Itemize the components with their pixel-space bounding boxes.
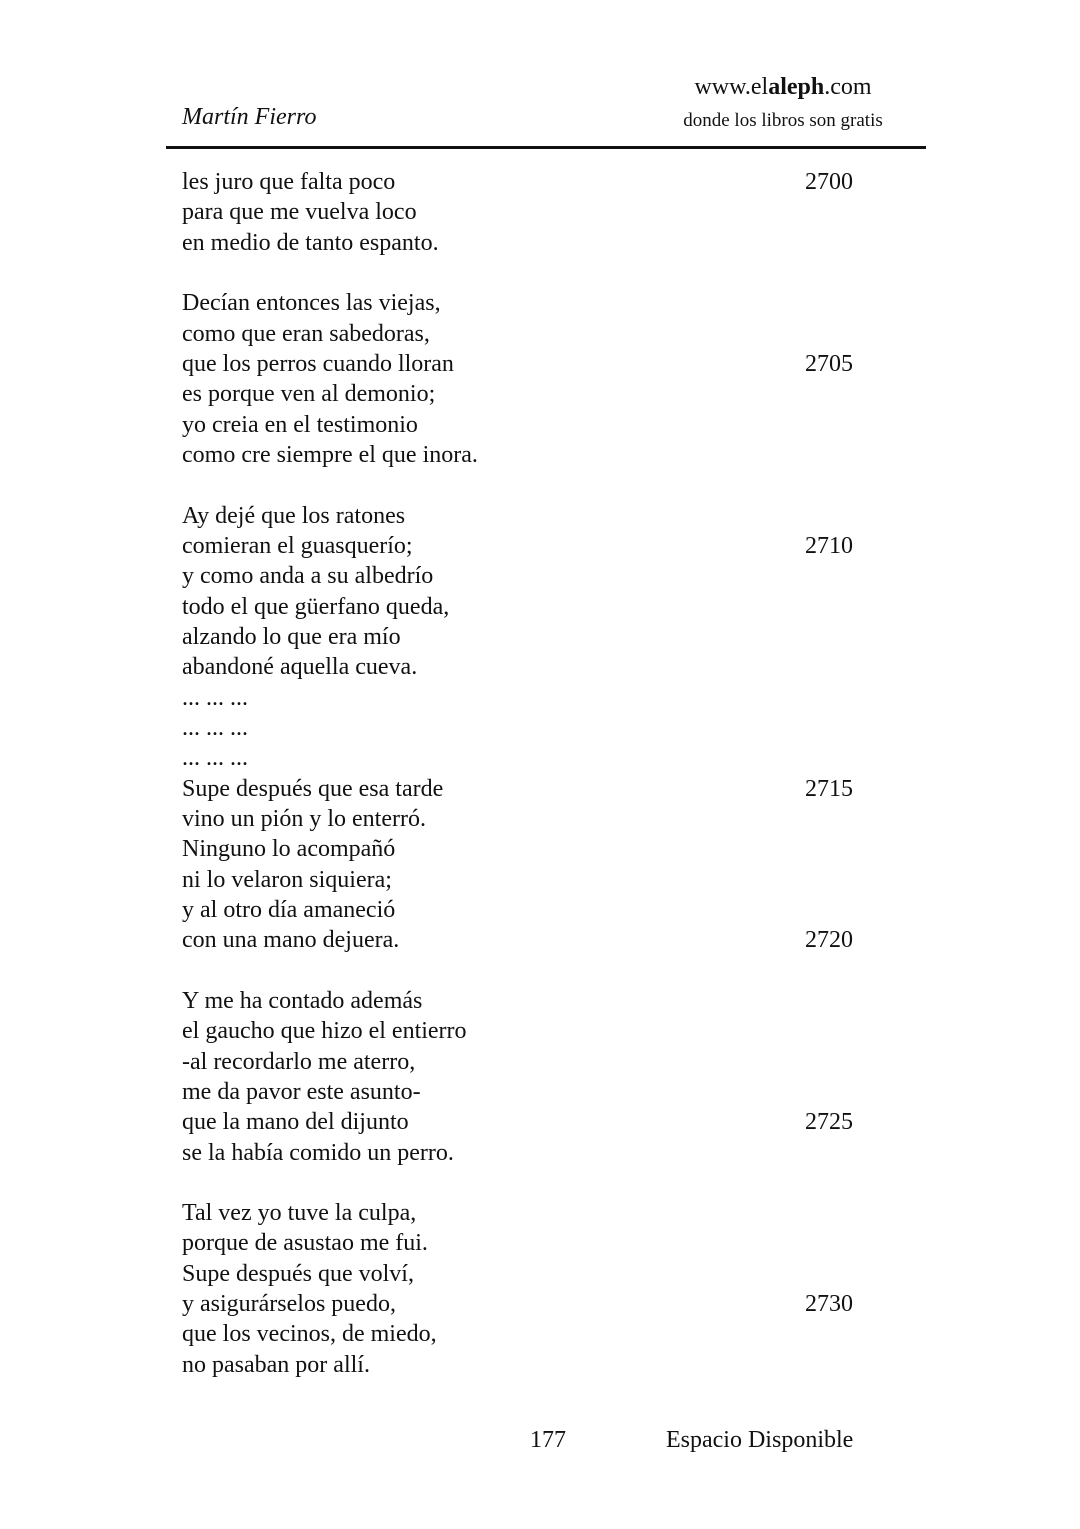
verse-text: todo el que güerfano queda, bbox=[182, 593, 450, 620]
verse-line bbox=[182, 319, 882, 349]
verse-line bbox=[182, 1107, 882, 1137]
verse-text: comieran el guasquerío; bbox=[182, 532, 413, 559]
verse-line bbox=[182, 1319, 882, 1349]
verse-line bbox=[182, 895, 882, 925]
verse-line bbox=[182, 683, 882, 713]
line-number: 2730 bbox=[805, 1291, 853, 1318]
verse-text: como cre siempre el que inora. bbox=[182, 441, 478, 468]
verse-text: y asigurárselos puedo, bbox=[182, 1291, 396, 1318]
verse-line bbox=[182, 1047, 882, 1077]
verse-line bbox=[182, 834, 882, 864]
verse-text: y como anda a su albedrío bbox=[182, 563, 434, 590]
verse-line bbox=[182, 804, 882, 834]
verse-text: Supe después que volví, bbox=[182, 1260, 414, 1287]
site-tagline: donde los libros son gratis bbox=[683, 110, 883, 131]
line-number: 2705 bbox=[805, 350, 853, 377]
verse-text: es porque ven al demonio; bbox=[182, 381, 436, 408]
verse-text: no pasaban por allí. bbox=[182, 1351, 370, 1378]
verse-line bbox=[182, 197, 882, 227]
verse-line bbox=[182, 440, 882, 470]
verse-line bbox=[182, 561, 882, 591]
verse-line bbox=[182, 288, 882, 318]
stanza-break bbox=[182, 258, 882, 288]
verse-line bbox=[182, 1289, 882, 1319]
verse-line bbox=[182, 1259, 882, 1289]
verse-line bbox=[182, 713, 882, 743]
verse-text: Ninguno lo acompañó bbox=[182, 836, 396, 863]
verse-line bbox=[182, 1016, 882, 1046]
line-number: 2715 bbox=[805, 775, 853, 802]
verse-line bbox=[182, 1138, 882, 1168]
verse-text: -al recordarlo me aterro, bbox=[182, 1048, 416, 1075]
verse-text: vino un pión y lo enterró. bbox=[182, 805, 426, 832]
line-number: 2710 bbox=[805, 532, 853, 559]
line-number: 2700 bbox=[805, 169, 853, 195]
verse-text: Supe después que esa tarde bbox=[182, 775, 444, 802]
verse-text: porque de asustao me fui. bbox=[182, 1230, 428, 1257]
verse-text: Tal vez yo tuve la culpa, bbox=[182, 1200, 417, 1227]
footer-note: Espacio Disponible bbox=[666, 1427, 854, 1453]
verse-line bbox=[182, 743, 882, 773]
verse-text: ... ... ... bbox=[182, 714, 248, 741]
verse-text: como que eran sabedoras, bbox=[182, 320, 430, 347]
line-number: 2720 bbox=[805, 927, 853, 954]
verse-line bbox=[182, 531, 882, 561]
stanza-break bbox=[182, 470, 882, 500]
verse-line bbox=[182, 349, 882, 379]
line-number: 2725 bbox=[805, 1109, 853, 1136]
verse-text: el gaucho que hizo el entierro bbox=[182, 1018, 467, 1045]
verse-text: Y me ha contado además bbox=[182, 987, 423, 1014]
verse-line bbox=[182, 622, 882, 652]
site-suffix: .com bbox=[824, 74, 872, 100]
verse-text: ... ... ... bbox=[182, 745, 248, 772]
verse-text: ... ... ... bbox=[182, 684, 248, 711]
verse-text: y al otro día amaneció bbox=[182, 896, 396, 923]
verse-text: les juro que falta poco bbox=[182, 169, 396, 195]
header-rule bbox=[166, 146, 926, 149]
book-title: Martín Fierro bbox=[182, 104, 317, 130]
verse-text: con una mano dejuera. bbox=[182, 927, 400, 954]
verse-text: Ay dejé que los ratones bbox=[182, 502, 406, 529]
verse-text: me da pavor este asunto- bbox=[182, 1078, 421, 1105]
page-number: 177 bbox=[530, 1427, 566, 1453]
verse-line bbox=[182, 1077, 882, 1107]
verse-line bbox=[182, 986, 882, 1016]
verse-line bbox=[182, 774, 882, 804]
verse-text: abandoné aquella cueva. bbox=[182, 654, 418, 681]
verse-text: ni lo velaron siquiera; bbox=[182, 866, 392, 893]
verse-line bbox=[182, 865, 882, 895]
verse-line bbox=[182, 410, 882, 440]
verse-line bbox=[182, 379, 882, 409]
stanza-break bbox=[182, 956, 882, 986]
verse-text: que la mano del dijunto bbox=[182, 1109, 409, 1136]
verse-line bbox=[182, 592, 882, 622]
verse-text: que los perros cuando lloran bbox=[182, 350, 454, 377]
verse-text: en medio de tanto espanto. bbox=[182, 229, 439, 256]
verse-line bbox=[182, 501, 882, 531]
verse-line bbox=[182, 1228, 882, 1258]
verse-line bbox=[182, 1350, 882, 1380]
verse-line bbox=[182, 228, 882, 258]
site-name bbox=[640, 74, 926, 101]
verse-text: alzando lo que era mío bbox=[182, 623, 401, 650]
verse-text: que los vecinos, de miedo, bbox=[182, 1321, 437, 1348]
stanza-break bbox=[182, 1168, 882, 1198]
verse-line bbox=[182, 925, 882, 955]
verse-line bbox=[182, 167, 882, 197]
verse-text: yo creia en el testimonio bbox=[182, 411, 418, 438]
site-prefix: www.el bbox=[694, 74, 769, 100]
verse-line bbox=[182, 652, 882, 682]
verse-text: se la había comido un perro. bbox=[182, 1139, 454, 1166]
verse-body bbox=[182, 167, 882, 1380]
site-bold: aleph bbox=[768, 74, 825, 100]
verse-text: para que me vuelva loco bbox=[182, 199, 417, 226]
verse-text: Decían entonces las viejas, bbox=[182, 290, 441, 317]
verse-line bbox=[182, 1198, 882, 1228]
